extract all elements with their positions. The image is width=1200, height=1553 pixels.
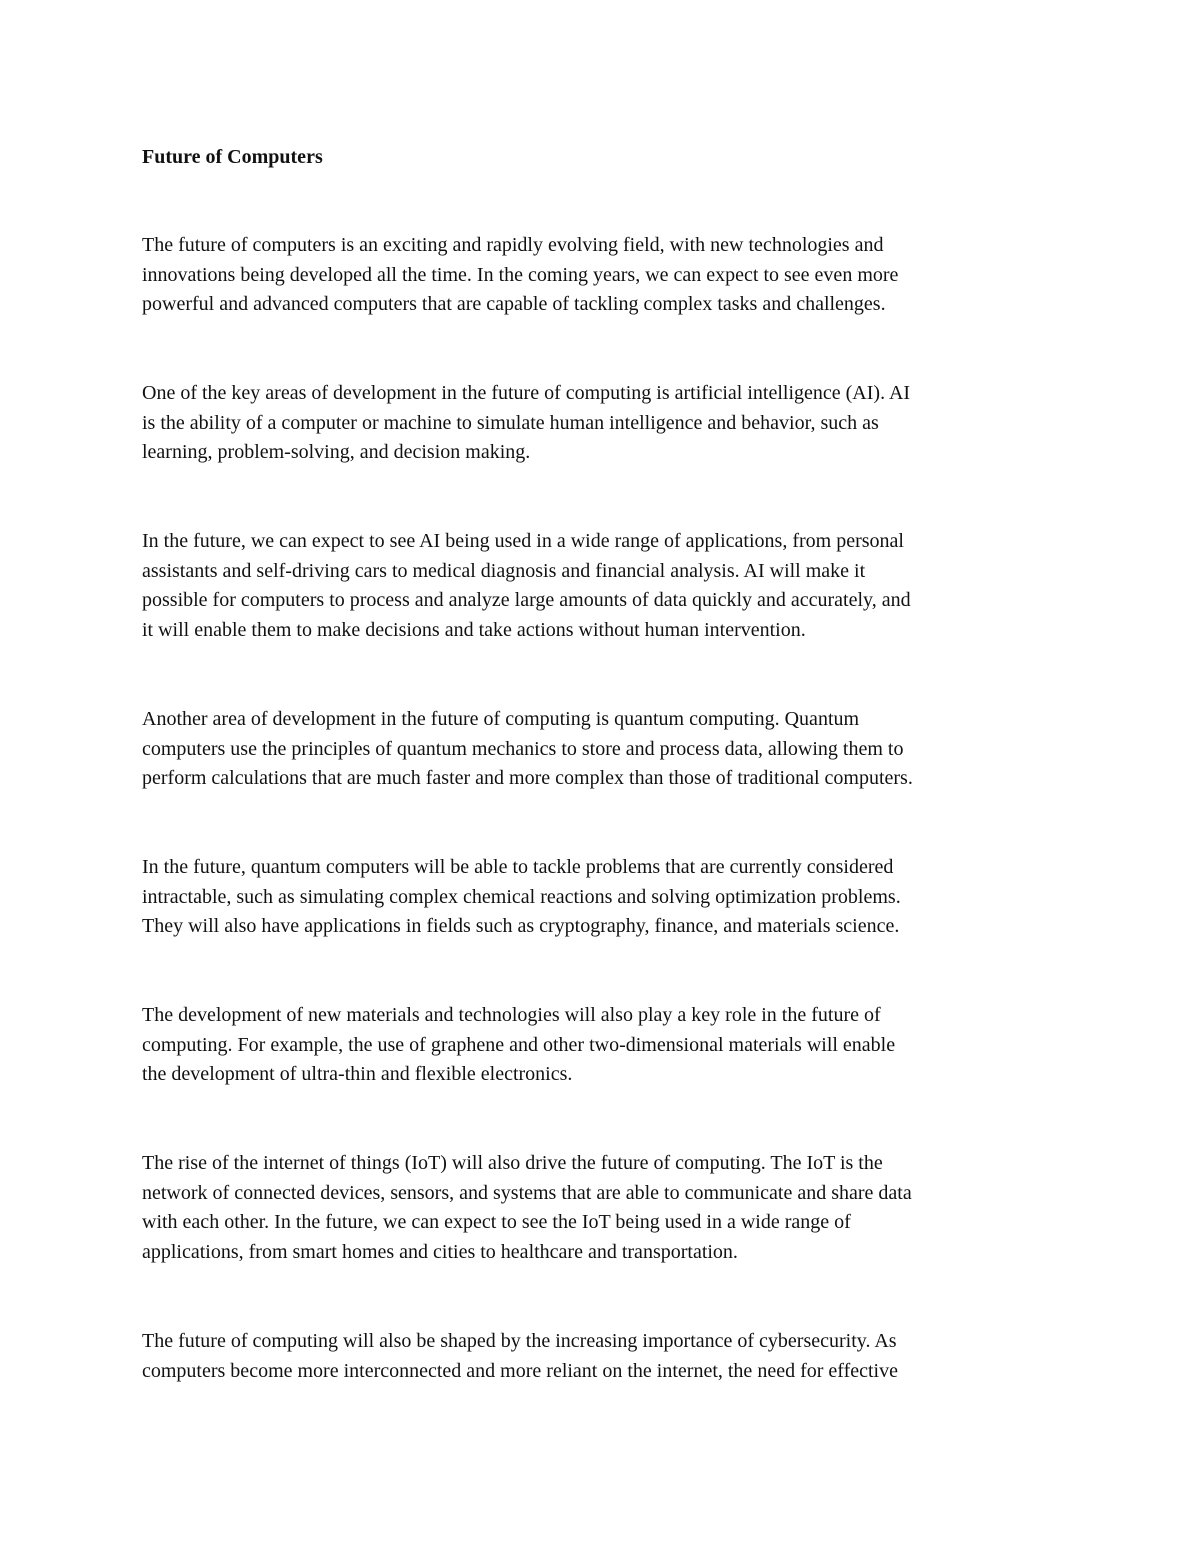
paragraph-line: Another area of development in the future of computing is quantum computing. Quantum [142, 708, 860, 730]
paragraph-7 [142, 1149, 1057, 1267]
paragraph-line: with each other. In the future, we can expect to see the IoT being used in a wide range of [142, 1211, 851, 1234]
paragraph-line: the development of ultra-thin and flexible electronics. [142, 1063, 573, 1086]
paragraph-4 [142, 705, 1057, 794]
paragraph-line: The future of computing will also be shaped by the increasing importance of cybersecurity. As [142, 1330, 897, 1352]
paragraph-line: computers become more interconnected and more reliant on the internet, the need for effective [142, 1359, 898, 1382]
paragraph-1 [142, 231, 1057, 320]
paragraph-line: is the ability of a computer or machine to simulate human intelligence and behavior, such as [142, 411, 879, 434]
paragraph-2 [142, 379, 1057, 468]
paragraph-3 [142, 527, 1057, 645]
paragraph-line: The rise of the internet of things (IoT) will also drive the future of computing. The IoT is the [142, 1152, 883, 1174]
paragraph-line: One of the key areas of development in the future of computing is artificial intelligence (AI). AI [142, 382, 911, 404]
paragraph-line: computing. For example, the use of graphene and other two-dimensional materials will enable [142, 1033, 896, 1056]
paragraph-line: The future of computers is an exciting and rapidly evolving field, with new technologies and [142, 234, 884, 256]
paragraph-5 [142, 853, 1057, 942]
paragraph-line: assistants and self-driving cars to medical diagnosis and financial analysis. AI will make it [142, 559, 866, 582]
paragraph-line: innovations being developed all the time. In the coming years, we can expect to see even more [142, 263, 899, 286]
paragraph-line: perform calculations that are much faster and more complex than those of traditional computers. [142, 767, 913, 790]
paragraph-line: In the future, we can expect to see AI being used in a wide range of applications, from personal [142, 530, 904, 552]
paragraph-line: powerful and advanced computers that are capable of tackling complex tasks and challenges. [142, 293, 886, 316]
paragraph-line: In the future, quantum computers will be able to tackle problems that are currently considered [142, 856, 894, 878]
paragraph-line: They will also have applications in fields such as cryptography, finance, and materials science. [142, 915, 900, 938]
paragraph-line: applications, from smart homes and cities to healthcare and transportation. [142, 1240, 738, 1263]
page-title: Future of Computers [142, 146, 323, 168]
paragraph-line: possible for computers to process and analyze large amounts of data quickly and accurately, and [142, 589, 911, 612]
paragraph-line: The development of new materials and technologies will also play a key role in the future of [142, 1004, 881, 1026]
paragraph-line: it will enable them to make decisions and take actions without human intervention. [142, 618, 806, 641]
paragraph-line: learning, problem-solving, and decision making. [142, 441, 531, 464]
paragraph-line: intractable, such as simulating complex chemical reactions and solving optimization problems. [142, 885, 901, 908]
paragraph-6 [142, 1001, 1057, 1090]
paragraph-line: network of connected devices, sensors, and systems that are able to communicate and share data [142, 1181, 912, 1204]
paragraph-line: computers use the principles of quantum mechanics to store and process data, allowing them to [142, 737, 904, 760]
paragraph-8 [142, 1327, 1057, 1386]
